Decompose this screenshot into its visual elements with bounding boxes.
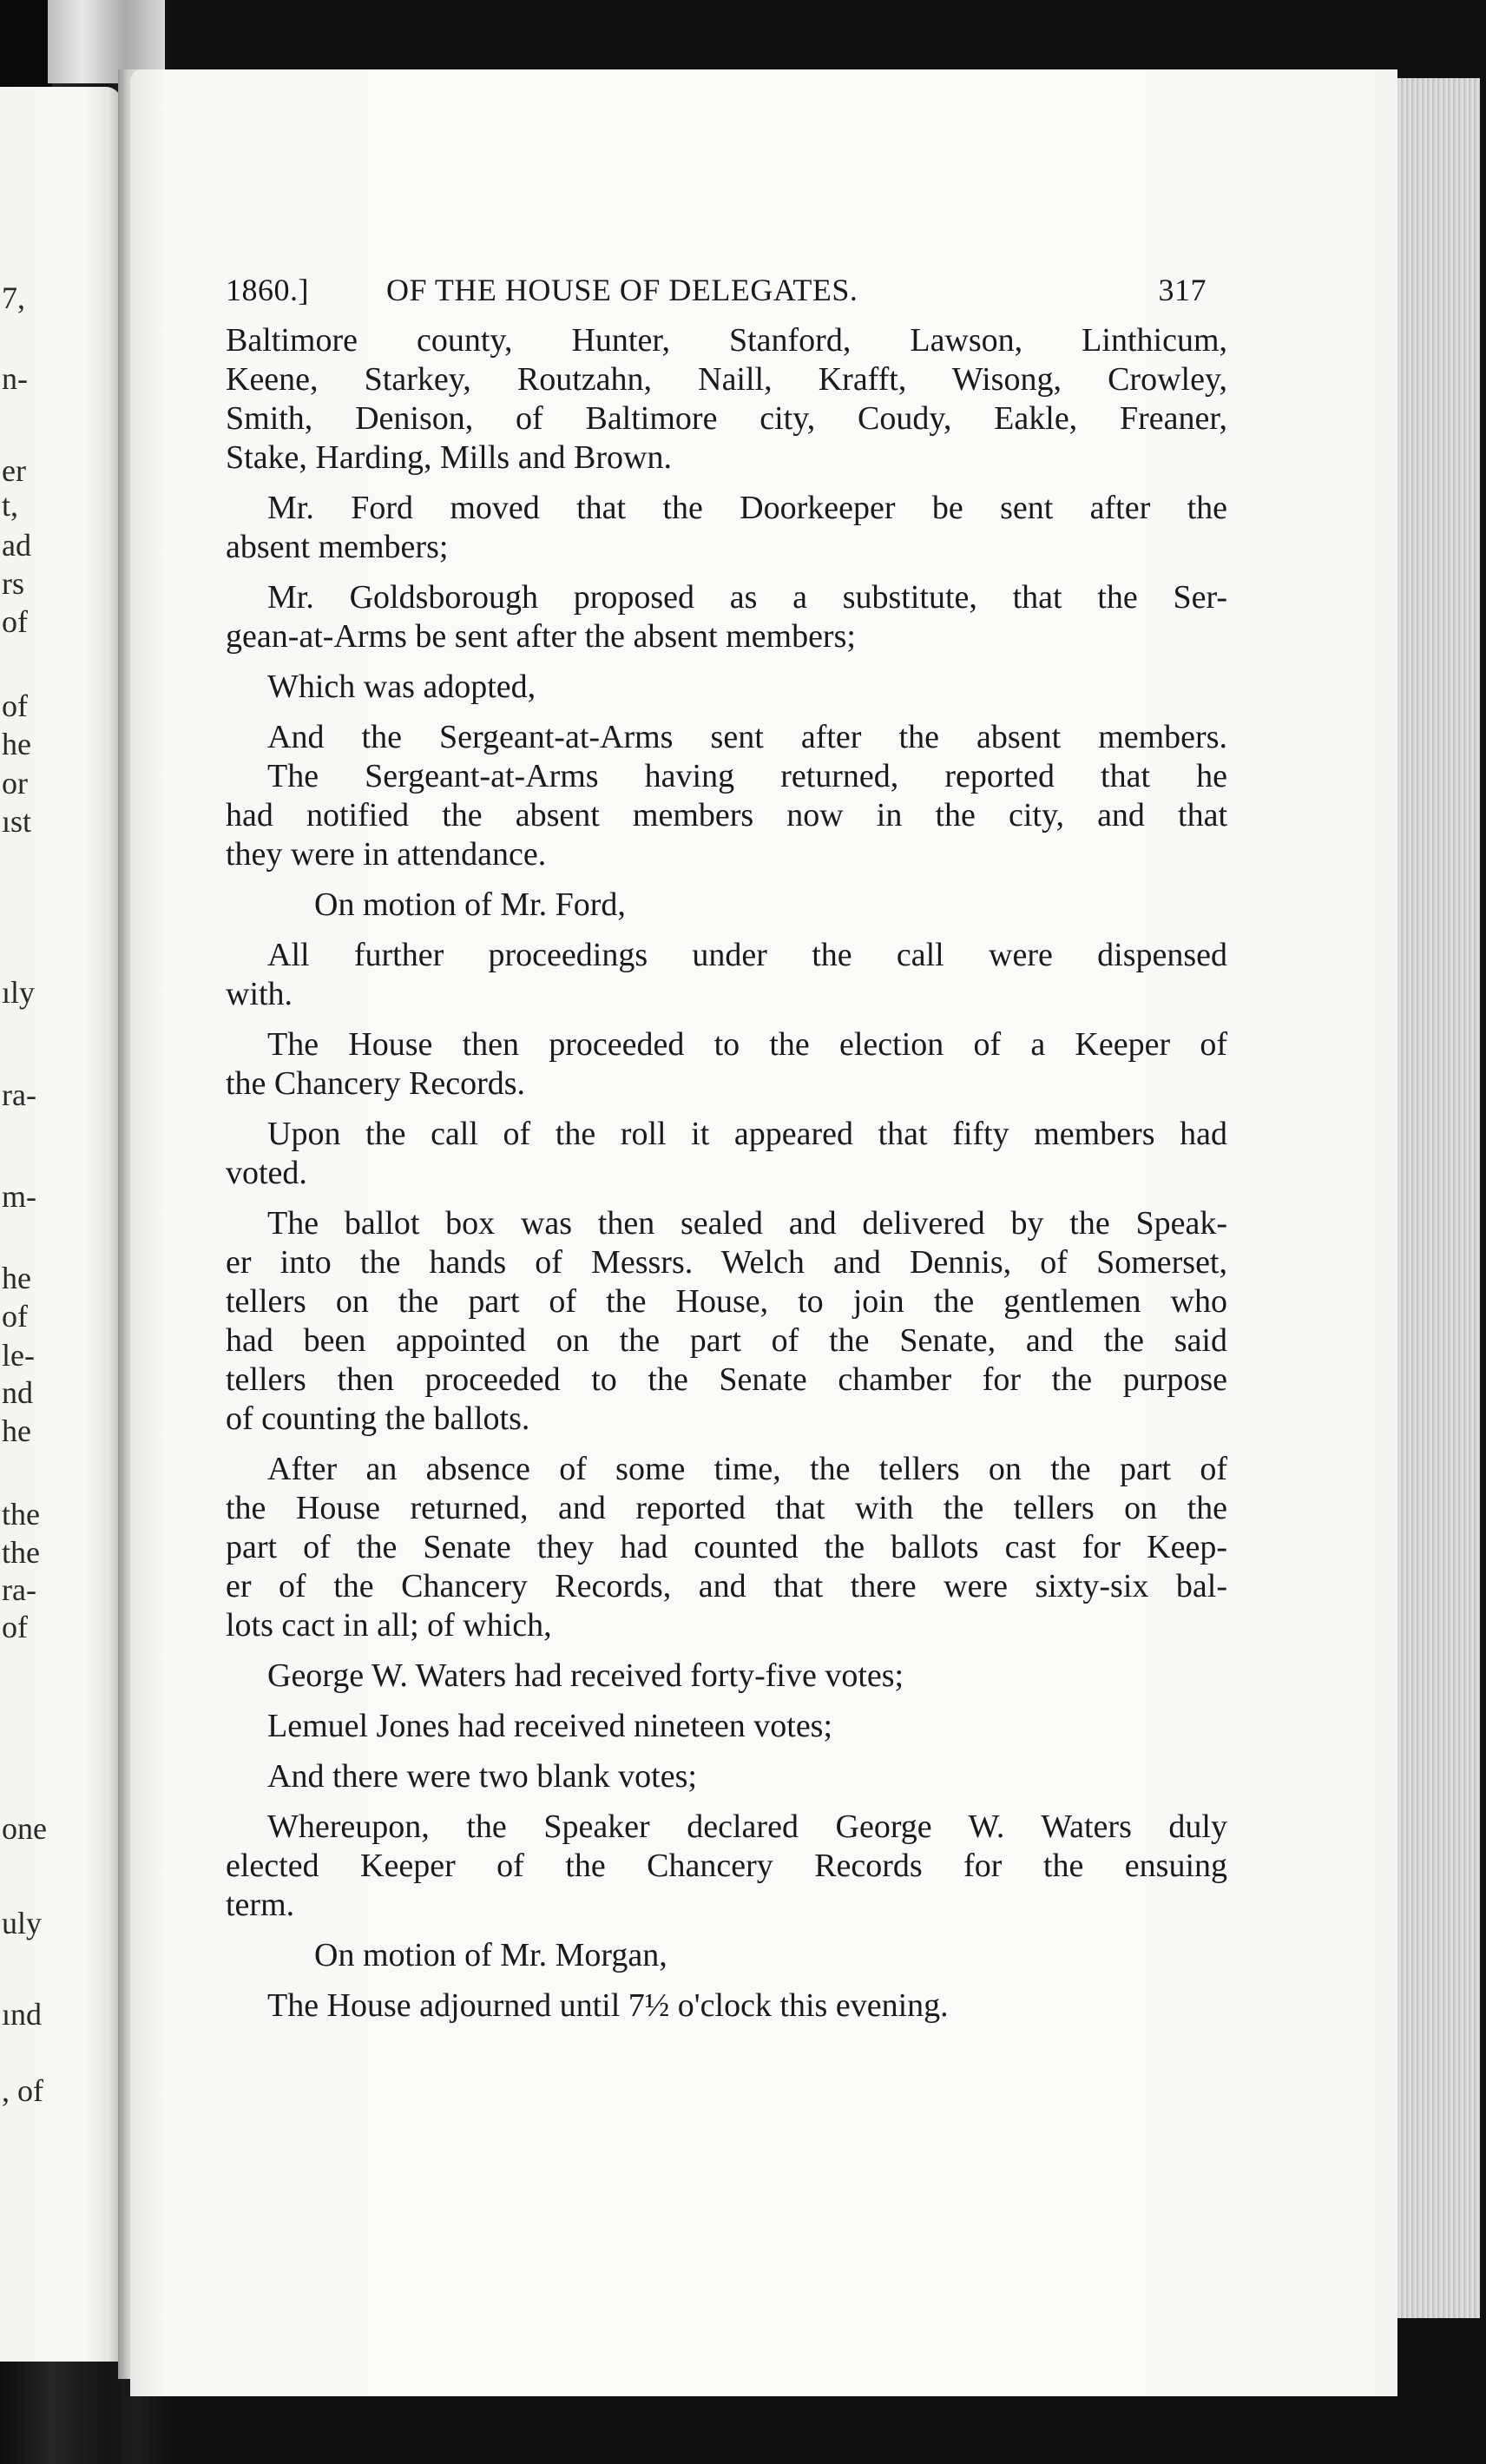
left-page-fragment: the: [2, 1535, 40, 1570]
text-line: lots cact in all; of which,: [226, 1607, 552, 1644]
text-line: er of the Chancery Records, and that there were sixty-six bal-: [226, 1568, 1227, 1604]
left-page-fragment: nd: [2, 1375, 33, 1410]
paragraph-jones-votes: [226, 1707, 1227, 1746]
left-page-fragment: ınd: [2, 1997, 43, 2032]
paragraph-sergeant-returned: [226, 718, 1227, 874]
paragraph-substitute-proposal: [226, 578, 1227, 656]
text-line: And the Sergeant-at-Arms sent after the absent members.: [267, 719, 1227, 755]
text-line: Mr. Goldsborough proposed as a substitute, that the Ser-: [267, 579, 1227, 616]
text-line: of counting the ballots.: [226, 1400, 530, 1437]
text-line: Keene, Starkey, Routzahn, Naill, Krafft, Wisong, Crowley,: [226, 361, 1227, 398]
text-line: voted.: [226, 1155, 307, 1191]
left-page-fragment: ıst: [2, 804, 32, 839]
paragraph-motion-morgan: [226, 1936, 1227, 1975]
left-page-fragment: le-: [2, 1338, 35, 1373]
paragraph-roll-call-voted: [226, 1115, 1227, 1193]
paragraph-waters-votes: [226, 1657, 1227, 1696]
paragraph-tellers-report: [226, 1450, 1227, 1645]
left-page-fragment: of: [2, 1610, 28, 1644]
header-year: 1860.]: [226, 273, 309, 307]
text-line: had notified the absent members now in the city, and that: [226, 797, 1227, 833]
page-number: 317: [1158, 273, 1207, 307]
paragraph-roll-call-names: [226, 321, 1227, 478]
text-line: er into the hands of Messrs. Welch and Dennis, of Somerset,: [226, 1244, 1227, 1281]
text-line: tellers on the part of the House, to join the gentlemen who: [226, 1283, 1227, 1320]
page-edges: [1393, 78, 1480, 2318]
page-content: [226, 271, 1227, 2037]
left-page-fragment: m-: [2, 1179, 36, 1214]
text-line: the Chancery Records.: [226, 1065, 526, 1102]
left-page-fragment: rs: [2, 566, 24, 601]
text-line: All further proceedings under the call were dispensed: [267, 937, 1227, 973]
running-header: [226, 271, 1227, 314]
left-page-fragment: the: [2, 1497, 40, 1532]
left-page-fragment: of: [2, 604, 28, 639]
left-page-fragment: uly: [2, 1906, 43, 1940]
text-line: Lemuel Jones had received nineteen votes;: [267, 1708, 833, 1744]
paragraph-motion-ford: [226, 886, 1227, 925]
text-line: part of the Senate they had counted the ballots cast for Keep-: [226, 1529, 1227, 1565]
text-line: After an absence of some time, the tellers on the part of: [267, 1451, 1227, 1487]
left-page-fragment: of: [2, 1299, 28, 1334]
text-line: Upon the call of the roll it appeared that fifty members had: [267, 1116, 1227, 1152]
left-page-fragment: or: [2, 766, 28, 800]
left-page-fragment: he: [2, 1261, 31, 1295]
text-line: Whereupon, the Speaker declared George W. Waters duly: [267, 1808, 1227, 1845]
text-line: the House returned, and reported that with the tellers on the: [226, 1490, 1227, 1526]
text-line: George W. Waters had received forty-five votes;: [267, 1657, 904, 1694]
paragraph-blank-votes: [226, 1757, 1227, 1796]
text-line: absent members;: [226, 529, 449, 565]
text-line: Stake, Harding, Mills and Brown.: [226, 439, 673, 476]
text-line: elected Keeper of the Chancery Records for the ensuing: [226, 1848, 1227, 1884]
paragraph-waters-elected: [226, 1808, 1227, 1925]
text-line: The House adjourned until 7½ o'clock this evening.: [267, 1987, 949, 2024]
paragraph-ballot-box: [226, 1204, 1227, 1439]
paragraph-adjourned: [226, 1986, 1227, 2026]
text-line: Smith, Denison, of Baltimore city, Coudy, Eakle, Freaner,: [226, 400, 1227, 437]
text-line: And there were two blank votes;: [267, 1758, 697, 1795]
paragraph-doorkeeper-motion: [226, 489, 1227, 567]
left-page-fragment: one: [2, 1811, 47, 1846]
left-page-fragment: t,: [2, 488, 19, 523]
left-page-fragment: ıly: [2, 975, 36, 1010]
text-line: The House then proceeded to the election of a Keeper of: [267, 1026, 1227, 1063]
paragraph-proceedings-dispensed: [226, 936, 1227, 1014]
left-facing-page: [0, 87, 122, 2362]
left-page-fragment: he: [2, 727, 31, 761]
text-line: had been appointed on the part of the Senate, and the said: [226, 1322, 1227, 1359]
paragraph-election-keeper: [226, 1025, 1227, 1104]
text-line: Baltimore county, Hunter, Stanford, Lawson, Linthicum,: [226, 322, 1227, 359]
header-title: OF THE HOUSE OF DELEGATES.: [386, 273, 858, 307]
text-line: On motion of Mr. Morgan,: [314, 1937, 667, 1973]
text-line: Mr. Ford moved that the Doorkeeper be sent after the: [267, 490, 1227, 526]
text-line: The Sergeant-at-Arms having returned, reported that he: [267, 758, 1227, 794]
text-line: Which was adopted,: [267, 669, 536, 705]
left-page-fragment: 7,: [2, 280, 25, 315]
left-page-fragment: er: [2, 453, 26, 488]
left-page-fragment: he: [2, 1413, 31, 1448]
text-line: tellers then proceeded to the Senate chamber for the purpose: [226, 1361, 1227, 1398]
left-page-fragment: of: [2, 688, 28, 723]
paragraph-adopted: [226, 668, 1227, 707]
left-page-fragment: , of: [2, 2073, 43, 2108]
left-page-fragment: n-: [2, 361, 28, 396]
left-page-fragment: ra-: [2, 1077, 36, 1112]
text-line: term.: [226, 1887, 295, 1923]
text-line: with.: [226, 976, 293, 1012]
left-page-fragment: ra-: [2, 1572, 36, 1607]
left-page-fragment: ad: [2, 528, 31, 563]
text-line: they were in attendance.: [226, 836, 547, 873]
text-line: gean-at-Arms be sent after the absent members;: [226, 618, 856, 655]
text-line: On motion of Mr. Ford,: [314, 886, 626, 923]
text-line: The ballot box was then sealed and delivered by the Speak-: [267, 1205, 1227, 1242]
